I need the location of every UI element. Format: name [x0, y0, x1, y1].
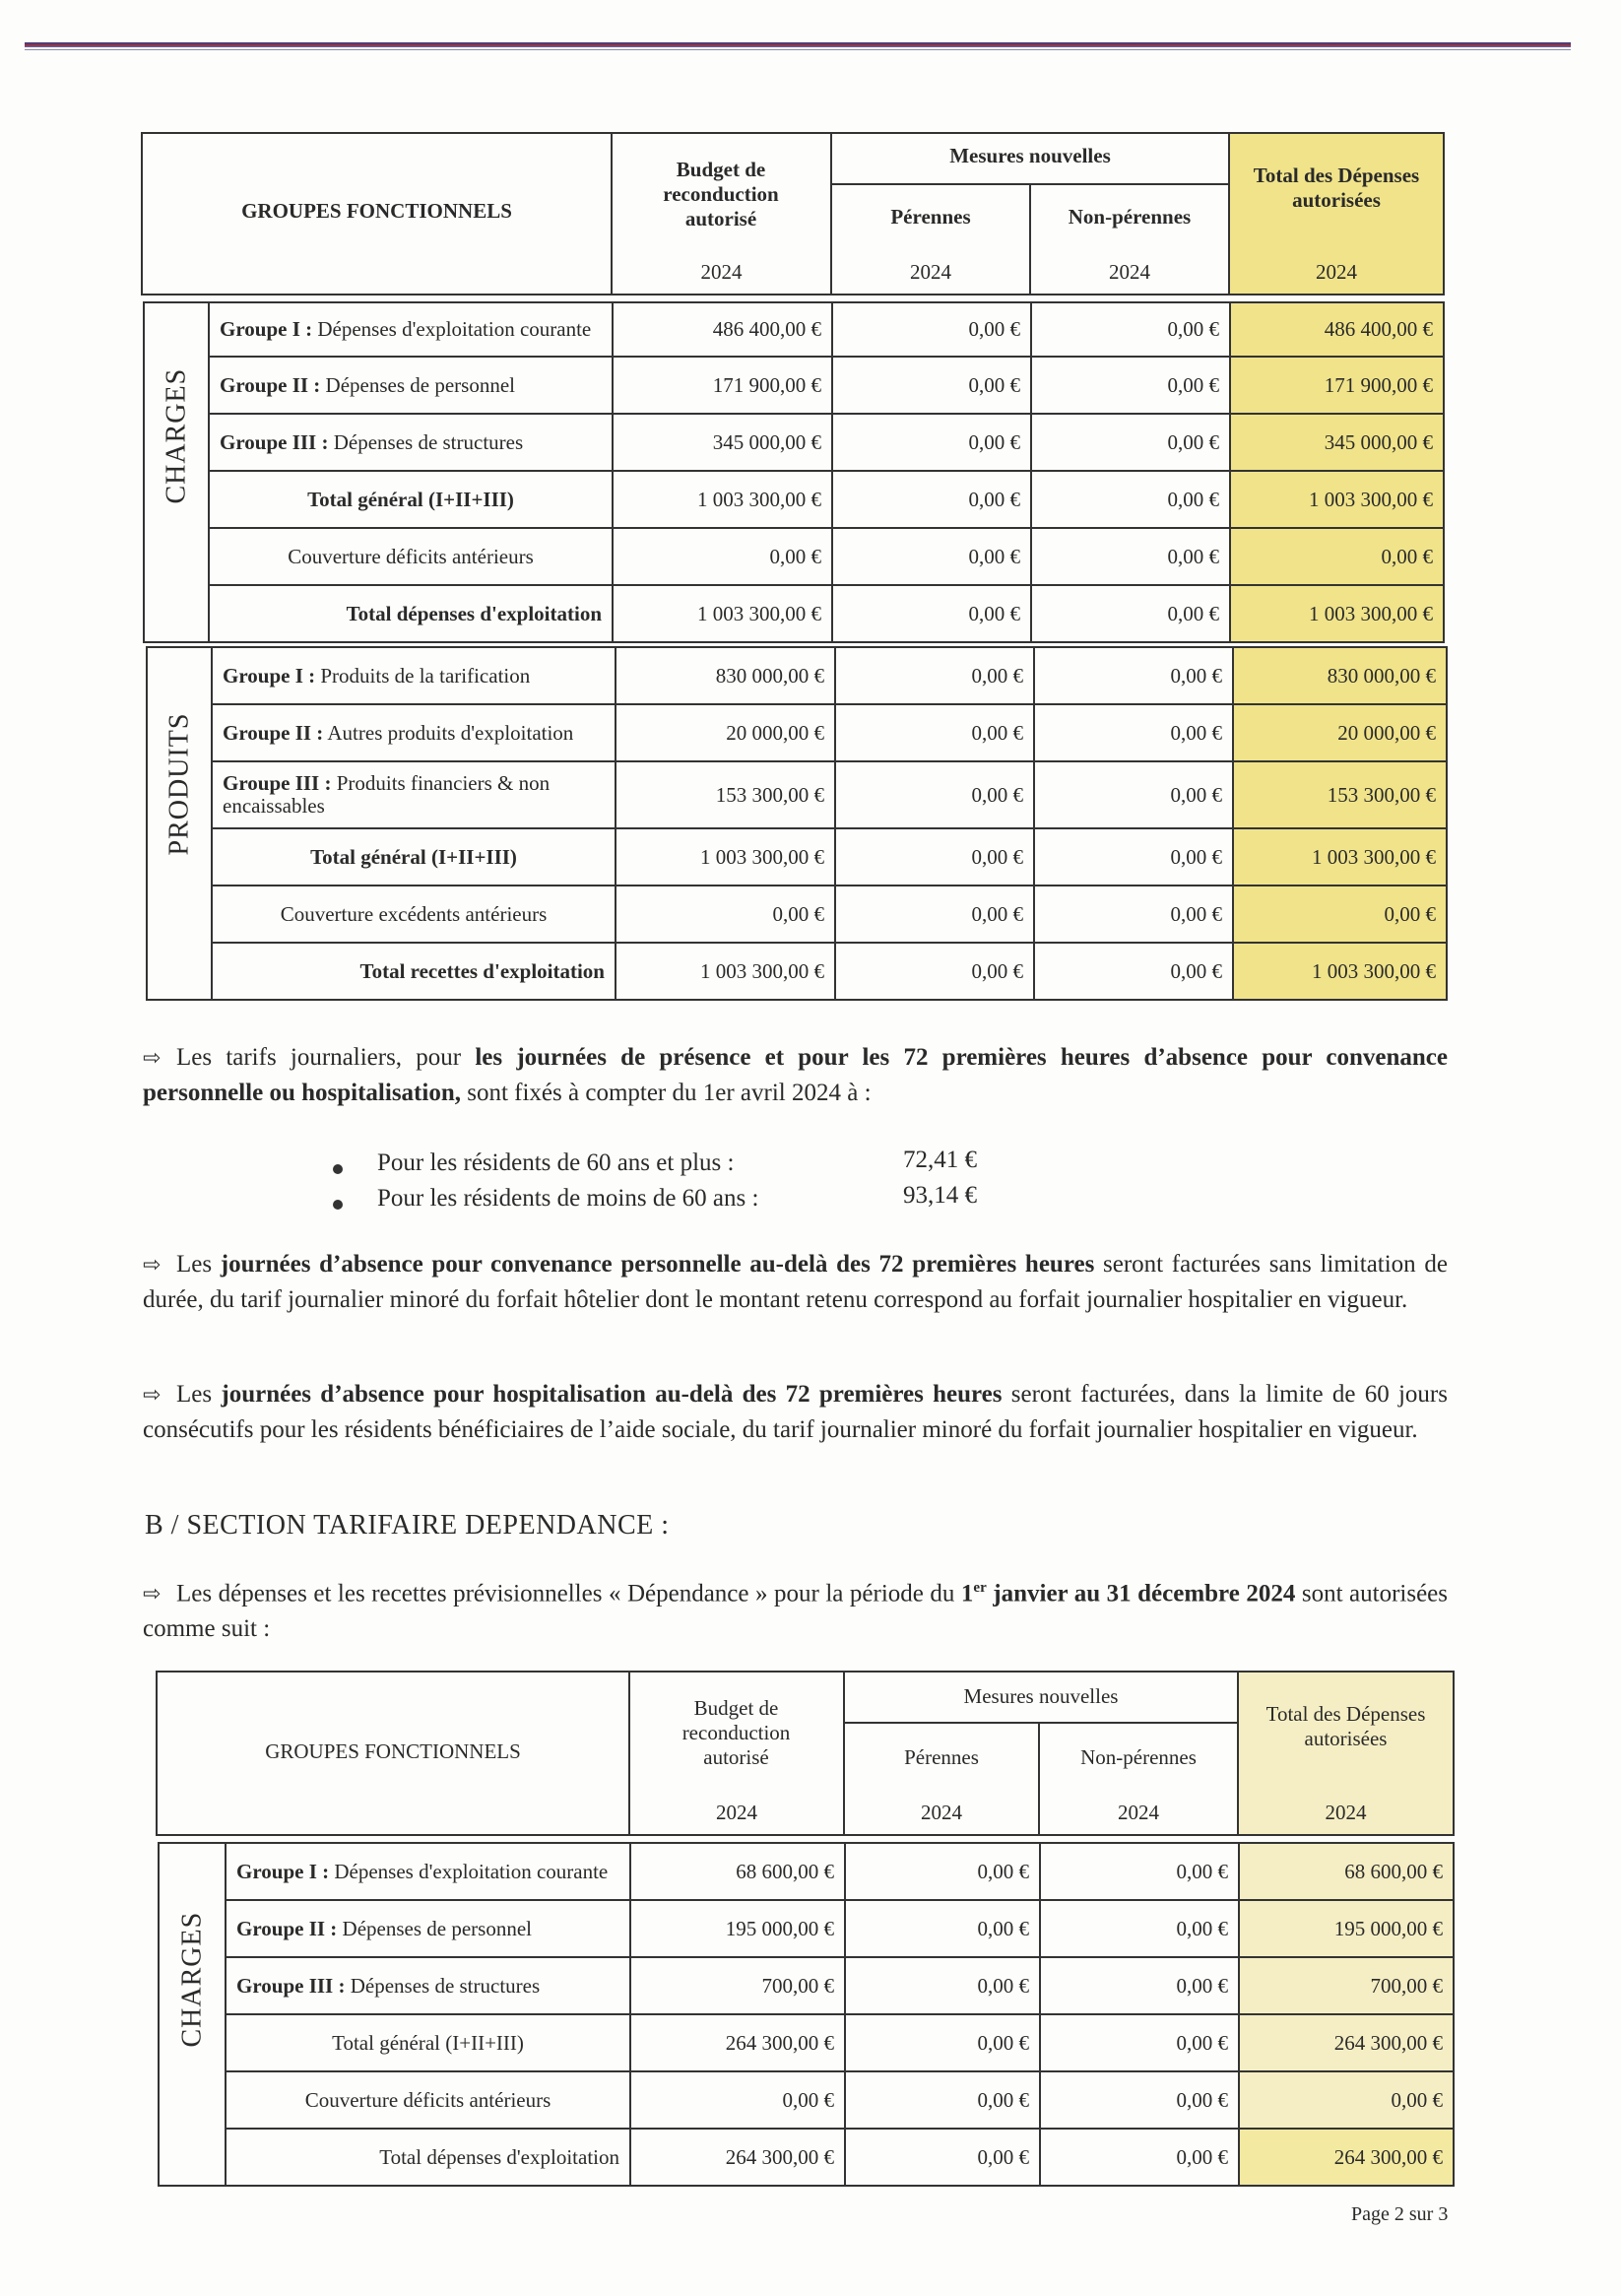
arrow-icon: ⇨ — [143, 1253, 162, 1278]
cell-budget: 153 300,00 € — [616, 761, 835, 828]
header-perennes: Pérennes — [904, 1745, 979, 1769]
cell-budget: 830 000,00 € — [616, 647, 835, 704]
cell-budget: 264 300,00 € — [630, 2129, 845, 2186]
header-budget: Budget de reconduction autorisé — [681, 1696, 791, 1769]
cell-perennes: 0,00 € — [832, 585, 1031, 642]
cell-non-perennes: 0,00 € — [1034, 647, 1233, 704]
cell-perennes: 0,00 € — [845, 2129, 1040, 2186]
paragraph-absence-convenance: ⇨ Les journées d’absence pour convenance personnelle au-delà des 72 premières heures seront facturées sans limitation de durée, du tarif journalier minoré du forfait hôtelier dont le montant retenu correspond au forfait journalier hospitalier en vigueur. — [143, 1247, 1448, 1317]
cell-budget: 0,00 € — [630, 2071, 845, 2129]
row-label: Couverture excédents antérieurs — [212, 886, 616, 943]
cell-non-perennes: 0,00 € — [1034, 704, 1233, 761]
header-groupes: GROUPES FONCTIONNELS — [241, 199, 512, 223]
header-budget: Budget de reconduction autorisé — [663, 158, 779, 230]
cell-total: 171 900,00 € — [1230, 357, 1444, 414]
header-mesures: Mesures nouvelles — [963, 1684, 1119, 1708]
header-rule-thin — [25, 49, 1571, 50]
header-year-non-perennes: 2024 — [1118, 1801, 1159, 1824]
cell-total: 345 000,00 € — [1230, 414, 1444, 471]
arrow-icon: ⇨ — [143, 1582, 162, 1607]
table1-produits — [146, 646, 1448, 1001]
cell-budget: 264 300,00 € — [630, 2014, 845, 2071]
cell-budget: 0,00 € — [616, 886, 835, 943]
paragraph-dependance: ⇨ Les dépenses et les recettes prévisionnelles « Dépendance » pour la période du 1er janvier au 31 décembre 2024 sont autorisées comme suit : — [143, 1571, 1448, 1646]
rate-label: Pour les résidents de 60 ans et plus : — [377, 1149, 735, 1176]
cell-perennes: 0,00 € — [845, 1900, 1040, 1957]
cell-budget: 0,00 € — [613, 528, 832, 585]
rate-value: 93,14 € — [903, 1182, 977, 1209]
cell-budget: 1 003 300,00 € — [613, 471, 832, 528]
row-label-total: Total recettes d'exploitation — [212, 943, 616, 1000]
header-year-budget: 2024 — [716, 1801, 757, 1824]
bullet-icon — [333, 1200, 343, 1210]
row-label: Groupe III : Produits financiers & non encaissables — [212, 761, 616, 828]
header-year-perennes: 2024 — [921, 1801, 962, 1824]
header-year-total: 2024 — [1316, 260, 1357, 284]
header-groupes: GROUPES FONCTIONNELS — [265, 1739, 521, 1763]
cell-non-perennes: 0,00 € — [1034, 886, 1233, 943]
rate-label: Pour les résidents de moins de 60 ans : — [377, 1185, 759, 1212]
page-number: Page 2 sur 3 — [1351, 2203, 1449, 2225]
rate-value: 72,41 € — [903, 1147, 977, 1173]
header-non-perennes: Non-pérennes — [1080, 1745, 1197, 1769]
cell-budget: 68 600,00 € — [630, 1843, 845, 1900]
cell-total: 1 003 300,00 € — [1233, 943, 1447, 1000]
row-label: Groupe II : Autres produits d'exploitation — [212, 704, 616, 761]
cell-non-perennes: 0,00 € — [1040, 1957, 1239, 2014]
arrow-icon: ⇨ — [143, 1383, 162, 1408]
row-label: Groupe I : Dépenses d'exploitation courante — [209, 302, 613, 357]
cell-non-perennes: 0,00 € — [1031, 414, 1230, 471]
produits-side-label: PRODUITS — [147, 647, 212, 1000]
row-label: Groupe III : Dépenses de structures — [209, 414, 613, 471]
arrow-icon: ⇨ — [143, 1046, 162, 1071]
bullet-icon — [333, 1164, 343, 1174]
table1-charges — [143, 301, 1445, 643]
cell-non-perennes: 0,00 € — [1034, 761, 1233, 828]
cell-perennes: 0,00 € — [832, 302, 1031, 357]
cell-non-perennes: 0,00 € — [1040, 2129, 1239, 2186]
table1-header — [141, 132, 1445, 295]
cell-non-perennes: 0,00 € — [1031, 528, 1230, 585]
cell-perennes: 0,00 € — [832, 357, 1031, 414]
cell-total: 0,00 € — [1233, 886, 1447, 943]
header-year-budget: 2024 — [700, 260, 743, 284]
cell-non-perennes: 0,00 € — [1040, 1900, 1239, 1957]
cell-perennes: 0,00 € — [845, 2071, 1040, 2129]
cell-total: 195 000,00 € — [1239, 1900, 1454, 1957]
cell-non-perennes: 0,00 € — [1034, 943, 1233, 1000]
cell-perennes: 0,00 € — [832, 528, 1031, 585]
cell-perennes: 0,00 € — [835, 704, 1034, 761]
cell-non-perennes: 0,00 € — [1031, 357, 1230, 414]
cell-perennes: 0,00 € — [835, 943, 1034, 1000]
cell-perennes: 0,00 € — [835, 828, 1034, 886]
cell-perennes: 0,00 € — [832, 414, 1031, 471]
cell-perennes: 0,00 € — [835, 886, 1034, 943]
cell-total: 486 400,00 € — [1230, 302, 1444, 357]
cell-total: 1 003 300,00 € — [1230, 585, 1444, 642]
cell-budget: 345 000,00 € — [613, 414, 832, 471]
cell-perennes: 0,00 € — [845, 1957, 1040, 2014]
charges-side-label: CHARGES — [144, 302, 209, 642]
row-label: Groupe II : Dépenses de personnel — [209, 357, 613, 414]
cell-non-perennes: 0,00 € — [1040, 1843, 1239, 1900]
header-total: Total des Dépenses autorisées — [1253, 164, 1420, 212]
cell-non-perennes: 0,00 € — [1040, 2071, 1239, 2129]
header-year-perennes: 2024 — [910, 260, 951, 284]
paragraph-absence-hospitalisation: ⇨ Les journées d’absence pour hospitalisation au-delà des 72 premières heures seront facturées, dans la limite de 60 jours consécutifs pour les résidents bénéficiaires de l’aide sociale, du tarif journalier minoré du forfait journalier hospitalier en vigueur. — [143, 1377, 1448, 1447]
row-label: Groupe I : Dépenses d'exploitation courante — [226, 1843, 630, 1900]
header-non-perennes: Non-pérennes — [1068, 205, 1192, 229]
row-label: Groupe II : Dépenses de personnel — [226, 1900, 630, 1957]
cell-budget: 1 003 300,00 € — [616, 828, 835, 886]
cell-non-perennes: 0,00 € — [1031, 471, 1230, 528]
cell-total: 264 300,00 € — [1239, 2014, 1454, 2071]
row-label: Couverture déficits antérieurs — [226, 2071, 630, 2129]
header-total: Total des Dépenses autorisées — [1265, 1702, 1426, 1750]
cell-total: 153 300,00 € — [1233, 761, 1447, 828]
cell-non-perennes: 0,00 € — [1031, 585, 1230, 642]
cell-total: 0,00 € — [1239, 2071, 1454, 2129]
cell-non-perennes: 0,00 € — [1031, 302, 1230, 357]
cell-budget: 171 900,00 € — [613, 357, 832, 414]
cell-total: 830 000,00 € — [1233, 647, 1447, 704]
cell-total: 700,00 € — [1239, 1957, 1454, 2014]
paragraph-tarifs: ⇨ Les tarifs journaliers, pour les journées de présence et pour les 72 premières heures d’absence pour convenance personnelle ou hospitalisation, sont fixés à compter du 1er avril 2024 à : — [143, 1040, 1448, 1110]
row-label-total: Total général (I+II+III) — [212, 828, 616, 886]
row-label-total: Total général (I+II+III) — [226, 2014, 630, 2071]
header-year-non-perennes: 2024 — [1109, 260, 1150, 284]
cell-perennes: 0,00 € — [832, 471, 1031, 528]
charges-side-label: CHARGES — [159, 1843, 226, 2186]
cell-total: 68 600,00 € — [1239, 1843, 1454, 1900]
row-label: Groupe I : Produits de la tarification — [212, 647, 616, 704]
header-perennes: Pérennes — [890, 205, 971, 229]
cell-budget: 700,00 € — [630, 1957, 845, 2014]
header-mesures: Mesures nouvelles — [949, 144, 1111, 167]
row-label: Groupe III : Dépenses de structures — [226, 1957, 630, 2014]
cell-budget: 195 000,00 € — [630, 1900, 845, 1957]
header-rule — [25, 42, 1571, 47]
cell-perennes: 0,00 € — [835, 761, 1034, 828]
row-label: Couverture déficits antérieurs — [209, 528, 613, 585]
cell-total: 0,00 € — [1230, 528, 1444, 585]
row-label-total: Total général (I+II+III) — [209, 471, 613, 528]
cell-budget: 1 003 300,00 € — [613, 585, 832, 642]
cell-total: 20 000,00 € — [1233, 704, 1447, 761]
row-label-total: Total dépenses d'exploitation — [226, 2129, 630, 2186]
cell-total: 1 003 300,00 € — [1230, 471, 1444, 528]
cell-budget: 1 003 300,00 € — [616, 943, 835, 1000]
table2-charges — [158, 1842, 1455, 2187]
cell-budget: 20 000,00 € — [616, 704, 835, 761]
header-year-total: 2024 — [1325, 1801, 1367, 1824]
cell-perennes: 0,00 € — [845, 1843, 1040, 1900]
cell-total: 264 300,00 € — [1239, 2129, 1454, 2186]
cell-non-perennes: 0,00 € — [1040, 2014, 1239, 2071]
cell-perennes: 0,00 € — [835, 647, 1034, 704]
table2-header — [156, 1671, 1455, 1836]
cell-total: 1 003 300,00 € — [1233, 828, 1447, 886]
row-label-total: Total dépenses d'exploitation — [209, 585, 613, 642]
cell-budget: 486 400,00 € — [613, 302, 832, 357]
section-b-heading: B / SECTION TARIFAIRE DEPENDANCE : — [145, 1510, 670, 1541]
cell-non-perennes: 0,00 € — [1034, 828, 1233, 886]
cell-perennes: 0,00 € — [845, 2014, 1040, 2071]
